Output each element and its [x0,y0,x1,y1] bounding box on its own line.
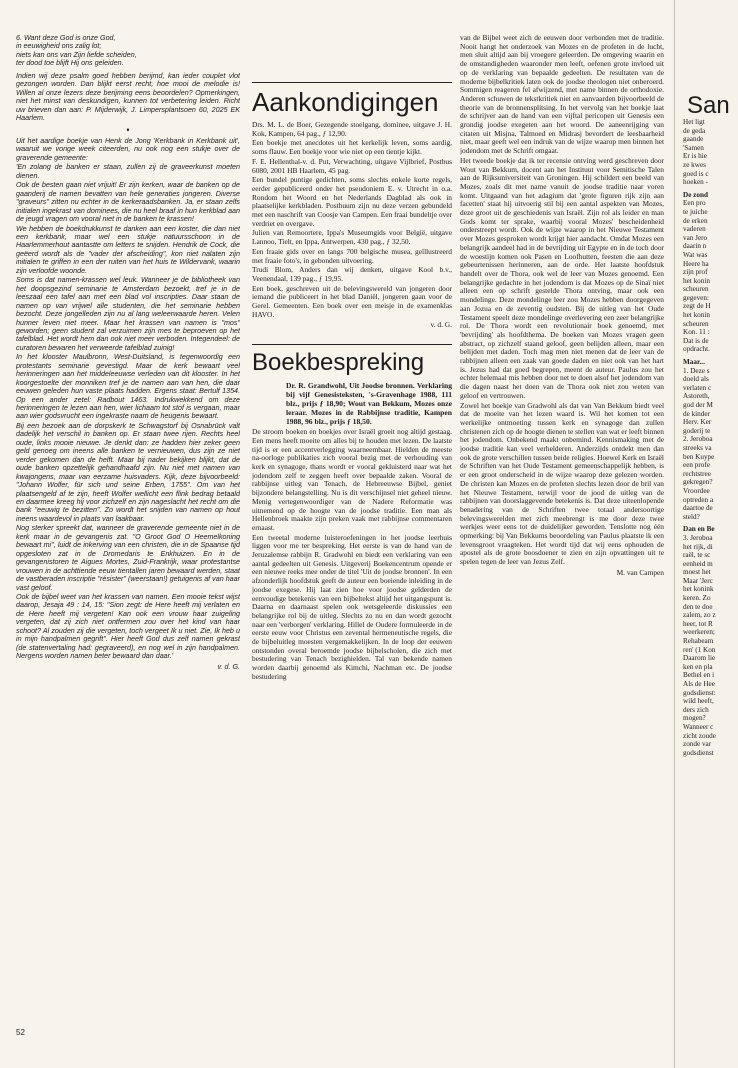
text-line: Herv. Ker [683,418,712,427]
verse-line: ter dood toe blijft Hij ons geleiden. [16,59,124,68]
paragraph: Indien wij deze psalm goed hebben berijmd, kan ieder couplet vlot gezongen worden. Dan blijkt eerst recht, hoe mooi de melodie is! Willen al onze lezers deze berijming eens beoordelen? Opmerkingen, niet het minst van deskundigen, kunnen tot verbetering leiden. Richt uw brieven dan aan: P. Mijderwijk, J. Limpersplantsoen 60, 2025 EK Haarlem. [16,71,240,123]
paragraph: Bij een bezoek aan de dorpskerk te Schwagstorf bij Osnabrück valt dadelijk het verschil in banken op. Er staan twee rijen. Rechts heel oude, links mooie nieuwe. Je denkt dan: ze hadden hier zeker geen geld genoeg om ineens alle banken te vernieuwen, dus zijn ze niet verder gekomen dan de helft. Maar bij nader bekijken blijkt, dat de oude banken opzettelijk gehandhaafd zijn. Nu niet met namen van kwajongens, maar van eerzame huisvaders. Kijk, deze bijvoorbeeld: "Johann Wolfer, für sich und seine Erben, 1755". Om van het plaatsengeld af te zijn, heeft Wolfer wellicht een flink bedrag betaald en daarmee kreeg hij voor zichzelf en zijn nageslacht het recht om die bank "eeuwig te bezitten". Zo wordt het snijden van namen op hout ineens waardevol in plaats van laakbaar. [16,421,240,523]
text-line: den te doe [683,602,713,611]
text-line: Wanneer c [683,722,714,731]
text-line: zijn prof [683,268,708,277]
paragraph: Nog sterker spreekt dat, wanneer de graverende gemeente niet in de kerk maar in de gevangenis zat. "O Groot God O Heemelkoning bewaart mi", luidt de inkerving van een christen, die in de Spaanse tijd opgesloten zat in de Dromedaris te Enkhuizen. En in de gevangenistoren te Aigues Mortes, Zuid-Frankrijk, waar protestantse vrouwen in de achttiende eeuw tientallen jaren bewaard werden, staat de vastberaden inscriptie "résister" (weerstaan!) getuigenis af van haar vast geloof. [16,524,240,592]
text-line: Kon. 11 : [683,328,710,337]
text-line: streeks va [683,443,712,452]
next-page-title: San [687,92,730,119]
text-line: het rijk, di [683,542,713,551]
text-line: het konink [683,585,714,594]
text-line: verlaten c [683,383,712,392]
text-line: het konin [683,311,710,320]
paragraph: Zowel het boekje van Gradwohl als dat van Van Bekkum biedt veel dat de moeite van het lezen waard is. Wil het komen tot een werkelijke ontmoeting tussen kerk en synagoge dan zullen christenen zich op de hoogte dienen te stellen van wat er leeft binnen het jodendom. Onbekend maakt onbemind. Kennismaking met de joodse traditie kan veel verhelderen. Anderzijds ontdekt men dan ook de grote verschillen tussen beide religies. Hoewel Kerk en Israël de Schriften van het Oude Testament gemeenschappelijk hebben, is er een groot onderscheid in de wijze waarop deze gelezen worden. De christen kan Mozes en de profeten slechts lezen door de bril van het Nieuwe Testament, terwijl voor de jood de uitleg van de rabbijnen van doorslaggevende betekenis is. Dat deze uiteenlopende benadering van de Schriften twee totaal andersoortige belevingswerelden met zich meebrengt is me door deze twee werkjes weer eens tot de duidelijker geworden. Tenslotte nog één opmerking: bij Van Bekkums beoordeling van Paulus plaatste ik een levensgroot vraagteken. Het wordt tijd dat wij eens ophouden de apostel als de grote boosdoener te zien en zijn opvattingen uit te spelen tegen de leer van Jezus Zelf. [460,400,664,567]
verse-line: 6. Want deze God is onze God, [16,34,116,42]
author-signature: v. d. G. [217,662,240,671]
paragraph: Ook de bijbel weet van het krassen van namen. Een mooie tekst wijst daarop, Jesaja 49 : 14, 15: "Sion zegt: de Here heeft mij verlaten en de Here heeft mij vergeten! Kan ook een vrouw haar zuigeling vergeten, dat zij zich niet ontfermen zou over het kind van haar schoot? Al zouden zij die vergeten, toch vergeet Ik u niet. Zie, Ik heb u in mijn handpalmen gegrift". Hier heeft God dus zelf namen gekrast (de statenvertaling had: gegraveerd), en nog wel in zijn handpalmen. Nergens worden namen beter bewaard dan daar.' [16,593,240,661]
text-line: mogen? [683,714,706,723]
text-line: ren' (1 Kon [683,645,716,654]
text-line: god der M [683,401,713,409]
column-left [16,34,240,1004]
heading-rule [252,82,452,83]
psalm-verse [16,34,240,68]
text-line: Als de Hee [683,680,715,688]
text-line: Dat is de [683,336,709,345]
text-line: goed is c [683,169,709,178]
text-line: de erken [683,216,708,225]
text-line: goderij te [683,426,711,435]
text-line: weerkeren; [683,628,715,637]
paragraph: Trudi Blom, Anders dan wij denken, uitgave Kool b.v., Veenendaal, 139 pag., ƒ 19,95. [252,265,452,283]
text-line: zalem, zo z [683,611,716,620]
text-line: 2. Jeroboa [683,435,713,444]
heading-boekbespreking: Boekbespreking [252,344,452,375]
paragraph: In het klooster Maulbronn, West-Duitsland, is tegenwoordig een protestants seminarie gevestigd. Maar de kerk bewaart veel herinneringen aan het middeleeuwse verleden van dit klooster. In het koorgestoelte der monniken tref je de namen aan van hen, die daar eeuwen geleden hun vaste plaats hadden. Ergens staat: Bertulf 1354. Op een ander zetel: Radbout 1463. Indrukwekkend om deze herinneringen te lezen aan hen, wier lichaam tot stof is vergaan, maar aan wier godsvrucht een ingekraste naam de heugenis bewaart. [16,353,240,421]
subheading: De zond [683,190,708,199]
text-line: Astoreth, [683,392,710,401]
text-line: te juiche [683,207,708,216]
separator-bullet: • [126,124,130,135]
column-right [460,34,664,1039]
text-line: hoeken - [683,178,708,187]
text-line: scheuren [683,285,709,294]
text-line: zonde var [683,740,712,749]
paragraph: Een fraaie gids over en langs 700 belgische musea, geïllustreerd met fraaie foto's, in gebonden uitvoering. [252,246,452,265]
text-line: het konin [683,276,710,285]
text-line: de geda [683,126,706,135]
text-line: een profe [683,461,710,470]
next-page-text [683,118,738,757]
next-page-edge [674,0,738,1068]
verse-line: in eeuwigheid ons zalig lot; [16,42,102,51]
verse-line: niets kan ons van Zijn liefde scheiden, [16,50,137,59]
text-line: zegt de H [683,302,711,311]
text-line: Het ligt [683,118,705,126]
text-line: opdracht. [683,345,710,354]
text-line: godsdienst: [683,688,716,697]
paragraph: Ook de besten gaan niet vrijuit! Er zijn kerken, waar de banken op de gaanderij de namen bevatten van hele generaties jongeren. Diverse "graveurs" zitten nu echter in de kerkeraadsbanken. Ja, er staan zelfs initialen ingekrast van dominees, die nu heel braaf in hun kerkblad aan de jeugd vragen om vooral niet in de banken te krassen! [16,181,240,224]
text-line: 3. Jeroboa [683,533,713,542]
paragraph: We hebben de boekdrukkunst te danken aan een koster, die dan niet een kerkbank, maar wel een stukje natuursschoon in de Haarlemmerhout aantastte om letters te snijden. Hendrik de Cock, die geëerd wordt als de "vader der afscheiding", kon niet nalaten zijn initialen te griffen in een der ruiten van het huis te Wildervank, waarin zijn verloofde woonde. [16,224,240,275]
text-line: van Jero [683,233,708,242]
subheading: Maar... [683,358,705,367]
text-line: ze kwes [683,160,706,169]
author-signature: M. van Campen [616,567,664,577]
text-line: eenheid m [683,559,713,568]
paragraph: Een boekje met anecdotes uit het kerkelijk leven, soms aardig, soms flauw. Een boekje voor wie niet op een tientje kijkt. [252,138,452,157]
column-middle [252,82,452,1037]
text-line: 'Samen [683,143,704,152]
paragraph: Drs. M. L. de Boer, Gezegende stoelgang, dominee, uitgave J. H. Kok, Kampen, 64 pag., ƒ 12,90. [252,120,452,138]
text-line: zicht zoude [683,731,716,740]
text-line: moest het [683,568,711,577]
paragraph: De stroom boeken en boekjes over Israël groeit nog altijd gestaag. Een mens heeft moeite om alles bij te houden met lezen. De laatste tijd is er een accentverlegging waarneembaar. Hielden de meeste na-oorloge publikaties zich vooral bezig met de verhouding van kerk en synagoge, thans wordt er vooral gekluisterd naar wat het jodendom zelf te zeggen heeft over bepaalde zaken. Vooral de rabbijnse uitleg van Tenach, de Hebreeuwse Bijbel, geniet bijzondere belangstelling. Nu is dit verschijnsel niet geheel nieuw. Menig vertegenwoordiger van de Nadere Reformatie was uitnemend op de hoogte van de joodse traditie. Een man als Hellenbroek maakte zijn preken vaak met rabbijnse commentaren ernaast. [252,427,452,532]
paragraph: Een tweetal moderne luisteroefeningen in het joodse leerhuis liggen voor me ter bespreking. Het eerste is van de hand van de Jeruzalemse rabbijn R. Gradwohl en biedt een verklaring van een aantal gedeelten uit Genesis. Uitgeverij Boekencentrum opende er een nieuwe reeks mee onder de titel 'Uit de joodse bronnen'. In een afzonderlijk hoofdstuk geeft de auteur een boeiende inleiding in de joodse exegese. Hij laat zien hoe voor joodse gelderden de eenvoudige betekenis van een bijbeltekst altijd het uitgangspunt is. Daarna en daarnaast spelen ook wetsgeleerde diskussies een belangrijke rol bij de uitleg. Slechts zo nu en dan wordt gezocht naar een 'verborgen' verklaring. Hillel de Oudere formuleerde in de eerste eeuw voor Christus een zevental hermeneutische regels, die de bijbeluitleg moesten vergemakkelijken. In de loop der eeuwen ontstonden overal beroemde joodse bijbelscholen, die zich met bestudering van Tenach bezighielden. Tal van bekende namen worden daarbij genoemd als Kimchi, Nachman etc. De joodse bestudering [252,532,452,681]
text-line: keren. Zo [683,594,711,603]
text-line: Er is hie [683,152,707,161]
text-line: heer, tot R [683,619,713,628]
page-number: 52 [16,1028,25,1037]
text-line: gaande [683,135,704,144]
text-line: rechtstree [683,469,711,478]
text-line: de kinder [683,409,710,418]
text-line: gegeven: [683,293,709,302]
review-lead: Dr. R. Grandwohl, Uit Joodse bronnen. Verklaring bij vijf Genesisteksten, 's-Gravenhage 1988, 111 blz., prijs ƒ 18,90; Wout van Bekkum, Mozes onze leraar. Mozes in de Rabbijnse traditie, Kampen 1988, 96 blz., prijs ƒ 18,50. [286,381,452,427]
text-line: Een pro [683,199,706,208]
paragraph: Soms is dat namen-krassen wel leuk. Wanneer je de bibliotheek van het doopsgezind seminarie te Amsterdam bezoekt, tref je in de leeszaal een tafel aan met een blad vol inscripties. Daar staan de namen op van vrijwel alle studenten, die het seminarie hebben bezocht. Deze jongelleden zijn nu al lang weleerwaarde heren. Velen hunner leven niet meer. Maar het krassen van namen is "mos" geworden; geen student zal verzuimen zijn mes te beproeven op het tafelblad. Het wordt hem dan ook niet meer verboden. Integendeel: de curatoren bewaren het verweerde tafelblad zuinig! [16,276,240,352]
paragraph: F. E. Hellenthal-v. d. Put, Verwachting, uitgave Vijlbrief, Postbus 6080, 2001 HB Haarlem, 45 pag. [252,156,452,175]
text-line: ken en pla [683,662,713,671]
text-line: gekregen? [683,478,713,487]
text-line: ders zich [683,705,709,714]
text-line: raël, te sc [683,551,711,560]
text-line: daartoe de [683,504,713,513]
paragraph: Uit het aardige boekje van Henk de Jong 'Kerkbank in Kerkbank uit', waaruit we vorige week citeerden, nu ook nog een stukje over de graverende gemeente: [16,136,240,162]
text-line: Wat was [683,250,708,259]
text-line: optreden a [683,495,714,504]
paragraph: Julien van Remoortere, Ippa's Museumgids voor België, uitgave Lannoo, Tielt, en Ippa, Antwerpen, 430 pag., ƒ 32,50. [252,228,452,247]
paragraph: Het tweede boekje dat ik ter recensie ontving werd geschreven door Wout van Bekkum, docent aan het Instituut voor Semitische Talen aan de Rijksuniversiteit van Groningen. Hij schildert een beeld van Mozes, zoals dit met name vanuit de joodse traditie naar voren komt. Uitgaand van het adagium dat 'grote figuren rijk zijn aan facetten' staat hij uitvoerig stil bij een aantal aspekten van Mozes, deze groot uit de geschiedenis van Israël. Zijn rol als leider en man Gods komt ter sprake, waarbij vooral Mozes' bescheidenheid onderstreept wordt. Ook de wijze waarop in het Nieuwe Testament over Mozes gesproken wordt krijgt hier aandacht. Omdat Mozes een belangrijk aandeel had in de bevrijding uit Egypte en in de toch door de woestijn komen ook Pasen en Loofhutten, feesten die aan deze gebeurtenissen herinneren, aan de orde. Het laatste hoofdstuk handelt over de Thora, ook wel de leer van Mozes genoemd. Een belangrijke gedachte in het jodendom is dat Mozes op de Sinaï niet alleen een op schrift gestelde Thora ontving, maar ook een mondelinge. Deze mondelinge leer zou Mozes hebben doorgegeven aan Jozua en de zeventig oudsten. Bij de uitleg van het Oude Testament speelt deze mondelinge overlevering een zeer belangrijke rol. De Thora wordt een revolutionair boek genoemd, met 'bevrijding' als hoofdthema. De boeken van Mozes vragen geen abstract, op zichzelf staand geloof, geen belijden alleen, maar een belijden met daden. Toch mag men niet menen dat de leer van de rabbijnen alleen een zaak van goede daden en niet ook van het hart is. Jezus had dat goed begrepen, meent de auteur. Paulus zou het echter helemaal mis hebben door net te doen alsof het jodendom van die dagen naast het doen van de Thora ook niet zou weten van geloof en vertrouwen. [460,155,664,400]
subheading: Dan en Be [683,525,715,534]
text-line: wild heeft, [683,697,714,706]
text-line: Bethel en i [683,671,715,680]
text-line: steld? [683,512,700,521]
text-line: godsdienst [683,748,714,757]
text-line: daarin n [683,242,707,251]
text-line: Maar 'Jerc [683,576,713,585]
author-signature: v. d. G. [430,320,452,330]
text-line: 1. Deze s [683,366,710,375]
text-line: doeld als [683,375,709,384]
text-line: ben Kuype [683,452,715,461]
text-line: scheuren [683,319,709,328]
paragraph: Een boek, geschreven uit de belevingswereld van jongeren door iemand die publiceert in het blad Daniël, jongeren gaan voor de Gerel. Gemeenten. Een boek over een meisje in de examenklas HAVO. [252,283,452,319]
text-line: Daarom lie [683,654,716,663]
text-line: Rehabeam [683,637,714,646]
text-line: vaderen [683,225,706,234]
heading-aankondigingen: Aankondigingen [252,87,439,117]
paragraph: 'En zolang de banken er staan, zullen zij de graveerkunst moeten dienen. [16,163,240,180]
text-line: Heere ha [683,259,709,268]
paragraph: van de Bijbel weet zich de eeuwen door verbonden met de traditie. Nooit hangt het onderzoek van Mozes en de profeten in de lucht, men sluit altijd aan bij vroegere geleerden. De omgeving waarin en de omstandigheden waaronder men leeft, oefenen grote invloed uit op de verklaring van bepaalde gedeelten. De resultaten van de moderne bijbelkritiek laten ook de joodse theologen niet onberoerd. Sommigen reageren fel afwijzend, met name binnen de orthodoxie. Anderen schuwen de tekstkritiek niet en aanvaarden bijvoorbeeld de theorie van de bronnensplitsing. In het vervolg van het boekje laat de schrijver aan de hand van een vijftal pericopen uit Genesis een grondig joodse exegeten aan het woord. De aaneenrijging van citaten uit Misjna, Talmoed en Midrasj bevordert de leesbaarheid niet, maar geeft wel een indruk van de wijze waarop men binnen het jodendom met de Schrift omgaat. [460,34,664,156]
text-line: Vroordee [683,486,710,495]
paragraph: Een bundel puntige gedichten, soms slechts enkele korte regels, eerder gepubliceerd onder het pseudoniem E. v. Utrecht in o.a. Rondom het Woord en het Nederlands Dagblad als ook in plaatselijke kerkbladen. Posthuum zijn nu deze verzen gebundeld met een naschrift van Coosje van Campen. Een fraai bundeltje over verdriet en overgave. [252,175,452,228]
